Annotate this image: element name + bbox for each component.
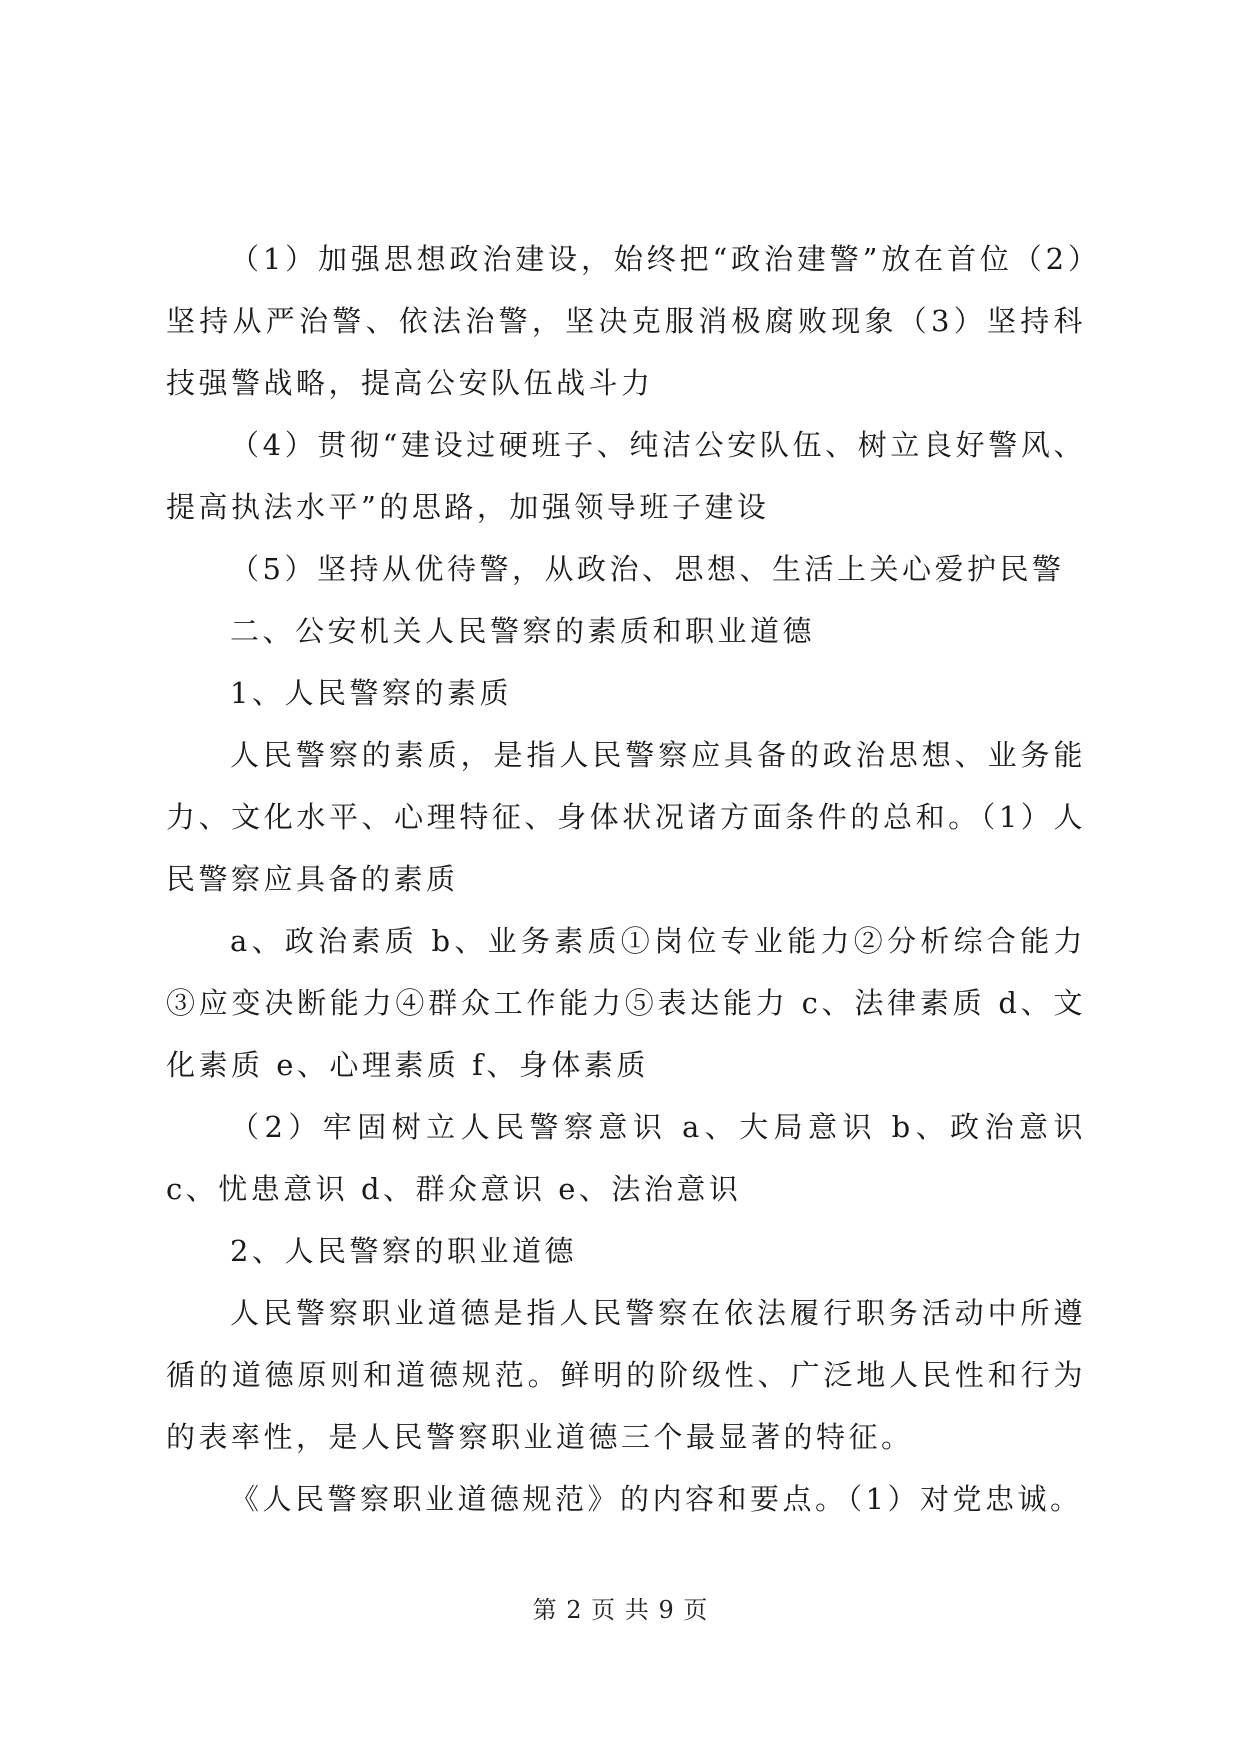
section-heading-quality-ethics: 二、公安机关人民警察的素质和职业道德 bbox=[230, 614, 816, 648]
subheading-police-quality: 1、人民警察的素质 bbox=[230, 676, 512, 710]
paragraph-police-awareness: （2）牢固树立人民警察意识 a、大局意识 b、政治意识 c、忧患意识 d、群众意识 e、法治意识 bbox=[166, 1110, 1086, 1206]
document-body bbox=[166, 228, 1086, 1530]
paragraph-leadership-building: （4）贯彻“建设过硬班子、纯洁公安队伍、树立良好警风、提高执法水平”的思路，加强领导班子建设 bbox=[166, 428, 1086, 524]
paragraph-quality-list: a、政治素质 b、业务素质①岗位专业能力②分析综合能力③应变决断能力④群众工作能力⑤表达能力 c、法律素质 d、文化素质 e、心理素质 f、身体素质 bbox=[166, 924, 1086, 1082]
paragraph-ethics-definition: 人民警察职业道德是指人民警察在依法履行职务活动中所遵循的道德原则和道德规范。鲜明的阶级性、广泛地人民性和行为的表率性，是人民警察职业道德三个最显著的特征。 bbox=[166, 1296, 1086, 1454]
paragraph-ethics-norms: 《人民警察职业道德规范》的内容和要点。（1）对党忠诚。 bbox=[230, 1482, 1083, 1516]
paragraph-preferential-treatment: （5）坚持从优待警，从政治、思想、生活上关心爱护民警 bbox=[230, 552, 1065, 586]
paragraph-quality-definition: 人民警察的素质，是指人民警察应具备的政治思想、业务能力、文化水平、心理特征、身体状况诸方面条件的总和。（1）人民警察应具备的素质 bbox=[166, 738, 1086, 896]
subheading-professional-ethics: 2、人民警察的职业道德 bbox=[230, 1234, 577, 1268]
page-footer: 第 2 页 共 9 页 bbox=[532, 1596, 709, 1624]
paragraph-political-building: （1）加强思想政治建设，始终把“政治建警”放在首位（2）坚持从严治警、依法治警，坚决克服消极腐败现象（3）坚持科技强警战略，提高公安队伍战斗力 bbox=[166, 242, 1086, 400]
